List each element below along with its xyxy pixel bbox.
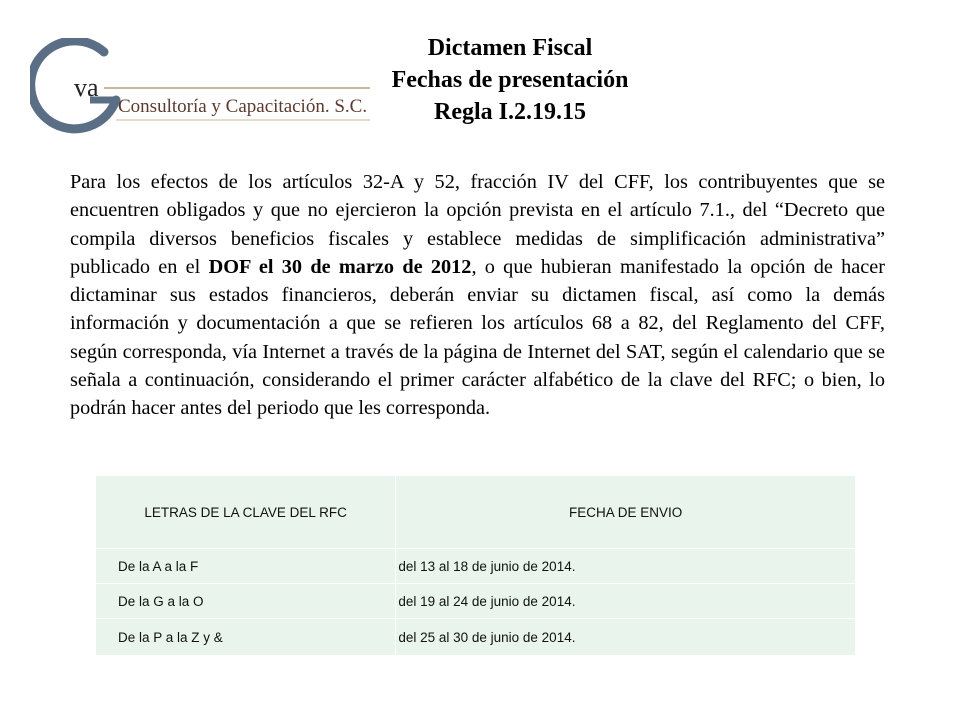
paragraph-part-1: Para los efectos de los artículos 32-A y 52, fracción IV del CFF, los contribuyentes que se encuentren obligados y que no ejercieron la opción prevista en el artículo 7.1., del “Decreto que compila diversos beneficios fiscales y establece medidas de simplificación administrativa” publicado en el	[70, 171, 885, 278]
paragraph-bold-date: DOF el 30 de marzo de 2012	[208, 255, 472, 278]
cell-letters: De la A a la F	[96, 549, 396, 584]
table-header-row	[96, 476, 856, 549]
cell-date: del 19 al 24 de junio de 2014.	[396, 584, 856, 619]
logo-letters: va	[74, 73, 99, 102]
cell-date: del 25 al 30 de junio de 2014.	[396, 619, 856, 656]
page-title	[340, 32, 680, 128]
logo-company-name: Consultoría y Capacitación. S.C.	[118, 96, 368, 117]
table-row	[96, 584, 856, 619]
paragraph-part-2: , o que hubieran manifestado la opción de hacer dictaminar sus estados financieros, deberán enviar su dictamen fiscal, así como la demás información y documentación a que se refieren los artículos 68 a 82, del Reglamento del CFF, según corresponda, vía Internet a través de la página de Internet del SAT, según el calendario que se señala a continuación, considerando el primer carácter alfabético de la clave del RFC; o bien, lo podrán hacer antes del periodo que les corresponda.	[70, 255, 886, 420]
body-paragraph	[70, 168, 885, 423]
rfc-calendar-table	[96, 476, 856, 656]
header-rfc-letters: LETRAS DE LA CLAVE DEL RFC	[96, 476, 396, 549]
title-line-1: Dictamen Fiscal	[427, 35, 593, 61]
cell-letters: De la G a la O	[96, 584, 396, 619]
cell-date: del 13 al 18 de junio de 2014.	[396, 549, 856, 584]
table-row	[96, 549, 856, 584]
company-logo	[30, 38, 375, 138]
cell-letters: De la P a la Z y &	[96, 619, 396, 656]
header-send-date: FECHA DE ENVIO	[396, 476, 856, 549]
table-row	[96, 619, 856, 656]
title-line-2: Fechas de presentación	[391, 67, 629, 93]
title-line-3: Regla I.2.19.15	[434, 99, 586, 125]
